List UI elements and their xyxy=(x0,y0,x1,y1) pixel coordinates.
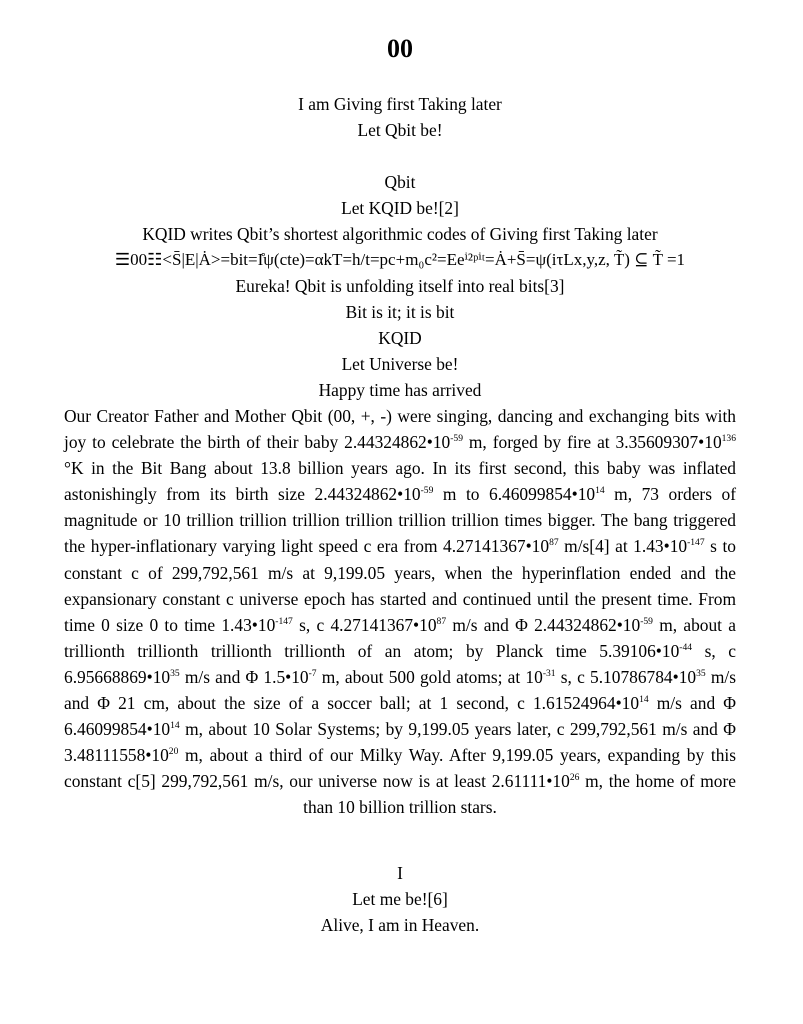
text-line: Happy time has arrived xyxy=(318,380,482,400)
paragraph-text: Our Creator Father and Mother Qbit (00, +, -) were singing, dancing and exchanging bits with joy to celebrate the birth of their baby 2.44324862•10 xyxy=(64,406,736,453)
exponent: -59 xyxy=(450,432,463,444)
exponent: -147 xyxy=(275,615,293,627)
page-title: 00 xyxy=(387,34,413,63)
exponent: 26 xyxy=(569,772,580,784)
exponent: 136 xyxy=(721,432,736,444)
exponent: -147 xyxy=(687,537,705,549)
text-line: KQID writes Qbit’s shortest algorithmic codes of Giving first Taking later xyxy=(142,224,658,244)
exponent: 35 xyxy=(170,667,180,679)
exponent: -59 xyxy=(640,615,653,627)
intro-line: I am Giving first Taking later xyxy=(298,94,502,114)
text-line: Alive, I am in Heaven. xyxy=(320,914,480,935)
paragraph-text: m, about a trillionth trillionth trillionth trillionth of an atom; by Planck time 5.39106•10 xyxy=(64,614,736,661)
intro-line: Let Qbit be! xyxy=(357,120,443,140)
paragraph-text: m/s and Φ 21 cm, about the size of a soccer ball; at 1 second, c 1.61524964•10 xyxy=(64,666,736,714)
exponent: 35 xyxy=(696,667,706,679)
body-paragraph xyxy=(64,403,736,821)
paragraph-text: m, about a third of our Milky Way. After 9,199.05 years, expanding by this constant c[5] 299,792,561 m/s, our universe now is at least 2.61111•10 xyxy=(64,745,736,792)
qbit-block xyxy=(64,169,736,403)
paragraph-text: m, about 10 Solar Systems; by 9,199.05 years later, c 299,792,561 m/s and Φ 3.48111558•10 xyxy=(64,719,736,766)
text-line: Bit is it; it is bit xyxy=(345,302,455,322)
formula-line: ☰00☷<S̄|E|Ȧ>=bit=I̊ψ(cte)=αkT=h/t=pc+m₀c²=Eeⁱ²ᵖⁱᵗ=Ȧ+S̄=ψ(iτLx,y,z, T̃) ⊆ T̃ =1 xyxy=(114,250,686,269)
exponent: 87 xyxy=(436,615,447,627)
text-line: KQID xyxy=(378,328,422,348)
exponent: -7 xyxy=(308,667,317,679)
exponent: 14 xyxy=(595,485,605,497)
paragraph-text: m, the home of more than 10 billion trillion stars. xyxy=(303,771,737,818)
paragraph-text: m/s[4] at 1.43•10 xyxy=(558,536,688,557)
exponent: -59 xyxy=(420,485,434,497)
paragraph-text: m, forged by fire at 3.35609307•10 xyxy=(462,432,722,453)
text-line: Let me be![6] xyxy=(352,888,448,909)
text-line: Eureka! Qbit is unfolding itself into real bits[3] xyxy=(235,276,565,296)
exponent: 87 xyxy=(549,537,559,549)
paragraph-text: m/s and Φ 6.46099854•10 xyxy=(64,693,736,740)
text-line: Let Universe be! xyxy=(341,354,459,374)
text-line: Let KQID be![2] xyxy=(341,198,459,218)
exponent: 14 xyxy=(639,693,649,705)
paragraph-text: m, 73 orders of magnitude or 10 trillion trillion trillion trillion trillion trillion times bigger. The bang triggered the hyper-inflationary varying light speed c era from 4.27141367•10 xyxy=(64,484,736,557)
exponent: -31 xyxy=(542,667,556,679)
section-heading: I xyxy=(397,862,403,883)
intro-block xyxy=(64,91,736,143)
exponent: 20 xyxy=(168,746,179,758)
section-heading: Qbit xyxy=(384,172,416,192)
paragraph-text: s, c 6.95668869•10 xyxy=(64,640,736,687)
paragraph-text: s, c 4.27141367•10 xyxy=(292,614,437,635)
exponent: 14 xyxy=(170,719,180,731)
exponent: -44 xyxy=(679,641,693,653)
spacer xyxy=(64,143,736,169)
paragraph-text: m/s and Φ 2.44324862•10 xyxy=(446,614,641,635)
paragraph-text: °K in the Bit Bang about 13.8 billion years ago. In its first second, this baby was inflated astonishingly from its birth size 2.44324862•10 xyxy=(64,458,736,505)
paragraph-text: m to 6.46099854•10 xyxy=(433,484,596,505)
paragraph-text: m, about 500 gold atoms; at 10 xyxy=(316,666,543,687)
document-page xyxy=(64,0,736,938)
paragraph-text: s, c 5.10786784•10 xyxy=(555,666,697,687)
paragraph-text: s to constant c of 299,792,561 m/s at 9,199.05 years, when the hyperinflation ended and the expansionary constant c universe epoch has started and continued until the present time. From time 0 size 0 to time 1.43•10 xyxy=(64,536,736,635)
closing-block xyxy=(64,860,736,938)
paragraph-text: m/s and Φ 1.5•10 xyxy=(179,666,309,687)
